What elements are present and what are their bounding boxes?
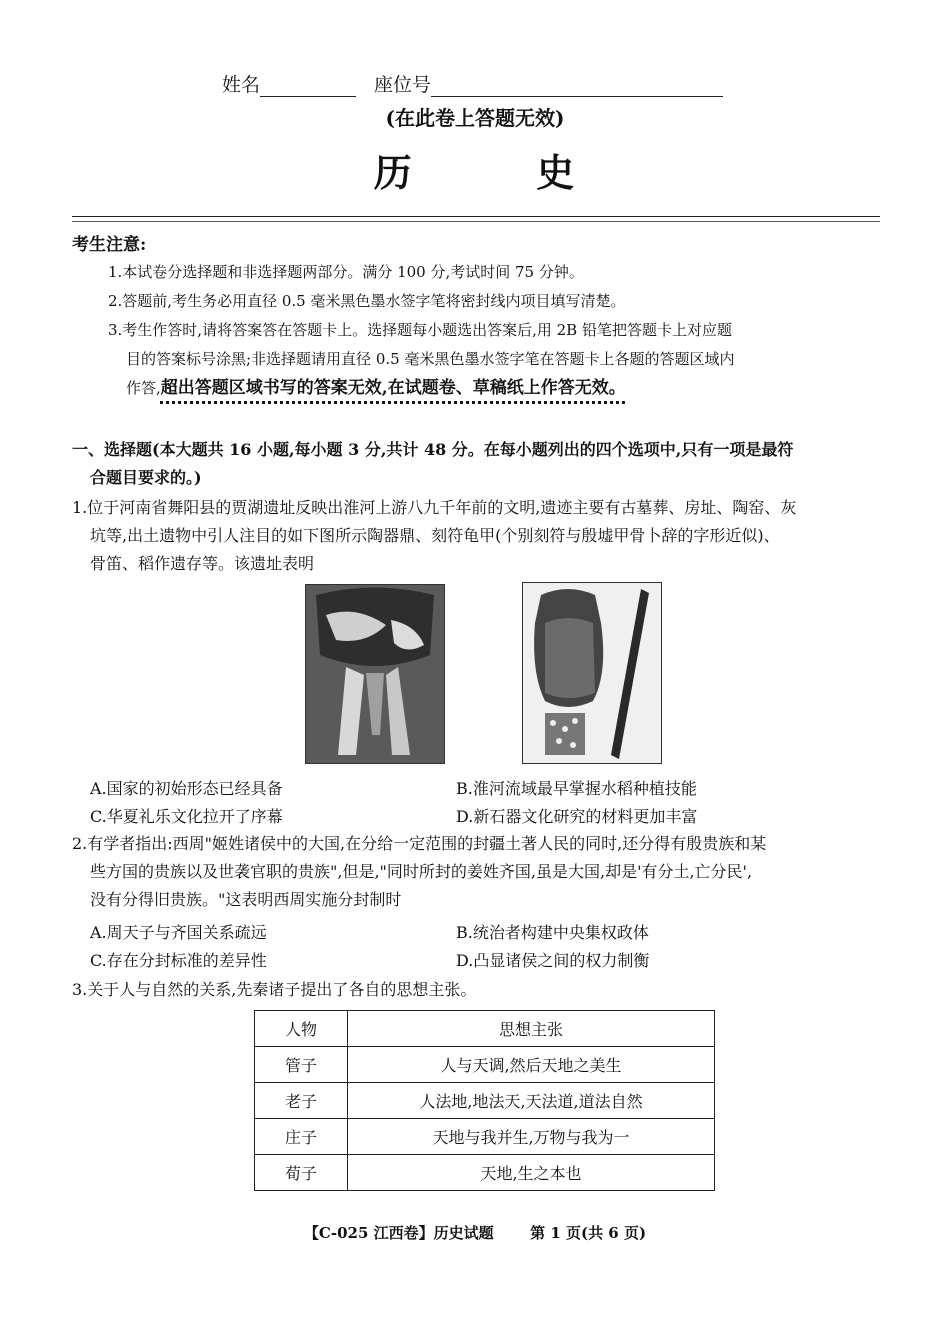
table-header-cell: 人物 xyxy=(255,1011,348,1047)
q2-text: 没有分得旧贵族。"这表明西周实施分封制时 xyxy=(90,890,402,909)
table-cell: 庄子 xyxy=(255,1119,348,1155)
q2-text: 些方国的贵族以及世袭官职的贵族",但是,"同时所封的姜姓齐国,虽是大国,却是'有分土,亡分民', xyxy=(90,862,753,881)
q2-option-b: B.统治者构建中央集权政体 xyxy=(456,923,649,942)
instruction-item: 2.答题前,考生务必用直径 0.5 毫米黑色墨水签字笔将密封线内项目填写清楚。 xyxy=(108,292,626,310)
title-char-1: 历 xyxy=(373,150,414,195)
instruction-item-last: 作答,超出答题区域书写的答案无效,在试题卷、草稿纸上作答无效。 xyxy=(126,378,626,398)
seat-label: 座位号 xyxy=(374,74,432,96)
page-footer xyxy=(0,1222,950,1243)
q1-text: 坑等,出土遗物中引人注目的如下图所示陶器鼎、刻符龟甲(个别刻符与殷墟甲骨卜辞的字形近似)、 xyxy=(90,526,780,545)
q2-option-d: D.凸显诸侯之间的权力制衡 xyxy=(456,951,650,970)
header-rule-thin xyxy=(72,221,880,222)
question-2 xyxy=(72,830,884,914)
table-row xyxy=(255,1083,715,1119)
instructions-heading: 考生注意: xyxy=(72,235,147,255)
title-char-2: 史 xyxy=(536,150,577,195)
seat-blank xyxy=(431,76,723,97)
table-cell: 管子 xyxy=(255,1047,348,1083)
page-number: 第 1 页(共 6 页) xyxy=(530,1224,647,1242)
seat-field xyxy=(374,70,723,97)
q2-option-a: A.周天子与齐国关系疏远 xyxy=(90,923,267,942)
q1-option-d: D.新石器文化研究的材料更加丰富 xyxy=(456,807,698,826)
table-cell: 人与天调,然后天地之美生 xyxy=(348,1047,715,1083)
thinkers-table xyxy=(254,1010,715,1191)
instructions-list xyxy=(108,258,888,403)
instruction-item: 1.本试卷分选择题和非选择题两部分。满分 100 分,考试时间 75 分钟。 xyxy=(108,263,584,281)
page-title xyxy=(0,142,950,197)
emphasis-text: 超出答题区域书写的答案无效,在试题卷、草稿纸上作答无效。 xyxy=(160,378,626,398)
answer-notice: (在此卷上答题无效) xyxy=(385,106,565,130)
q2-text: 2.有学者指出:西周"姬姓诸侯中的大国,在分给一定范围的封疆土著人民的同时,还分得有殷贵族和某 xyxy=(72,834,767,853)
table-header-row xyxy=(255,1011,715,1047)
name-field xyxy=(222,70,356,97)
q1-option-b: B.淮河流域最早掌握水稻种植技能 xyxy=(456,779,697,798)
q1-option-c: C.华夏礼乐文化拉开了序幕 xyxy=(90,807,283,826)
tortoise-shell-flute-image xyxy=(522,582,662,764)
q1-option-a: A.国家的初始形态已经具备 xyxy=(90,779,283,798)
table-row xyxy=(255,1119,715,1155)
question-1 xyxy=(72,494,884,578)
name-label: 姓名 xyxy=(222,74,261,96)
pottery-ding-image xyxy=(305,584,445,764)
name-blank xyxy=(260,76,356,97)
q1-text: 1.位于河南省舞阳县的贾湖遗址反映出淮河上游八九千年前的文明,遗迹主要有古墓葬、房址、陶窑、灰 xyxy=(72,498,797,517)
table-cell: 天地,生之本也 xyxy=(348,1155,715,1191)
table-cell: 人法地,地法天,天法道,道法自然 xyxy=(348,1083,715,1119)
table-cell: 老子 xyxy=(255,1083,348,1119)
table-row xyxy=(255,1155,715,1191)
q1-text: 骨笛、稻作遗存等。该遗址表明 xyxy=(90,554,315,573)
instruction-item: 3.考生作答时,请将答案答在答题卡上。选择题每小题选出答案后,用 2B 铅笔把答题卡上对应题 xyxy=(108,321,732,339)
q3-text: 3.关于人与自然的关系,先秦诸子提出了各自的思想主张。 xyxy=(72,980,477,999)
q2-option-c: C.存在分封标准的差异性 xyxy=(90,951,267,970)
table-header-cell: 思想主张 xyxy=(348,1011,715,1047)
table-row xyxy=(255,1047,715,1083)
table-cell: 天地与我并生,万物与我为一 xyxy=(348,1119,715,1155)
exam-code: 【C-025 江西卷】历史试题 xyxy=(303,1224,494,1242)
instruction-item: 目的答案标号涂黑;非选择题请用直径 0.5 毫米黑色墨水签字笔在答题卡上各题的答题区域内 xyxy=(126,350,735,368)
section-heading: 一、选择题(本大题共 16 小题,每小题 3 分,共计 48 分。在每小题列出的四个选项中,只有一项是最符 合题目要求的。) xyxy=(72,440,794,487)
question-3 xyxy=(72,976,884,1004)
table-cell: 荀子 xyxy=(255,1155,348,1191)
header-rule xyxy=(72,216,880,217)
